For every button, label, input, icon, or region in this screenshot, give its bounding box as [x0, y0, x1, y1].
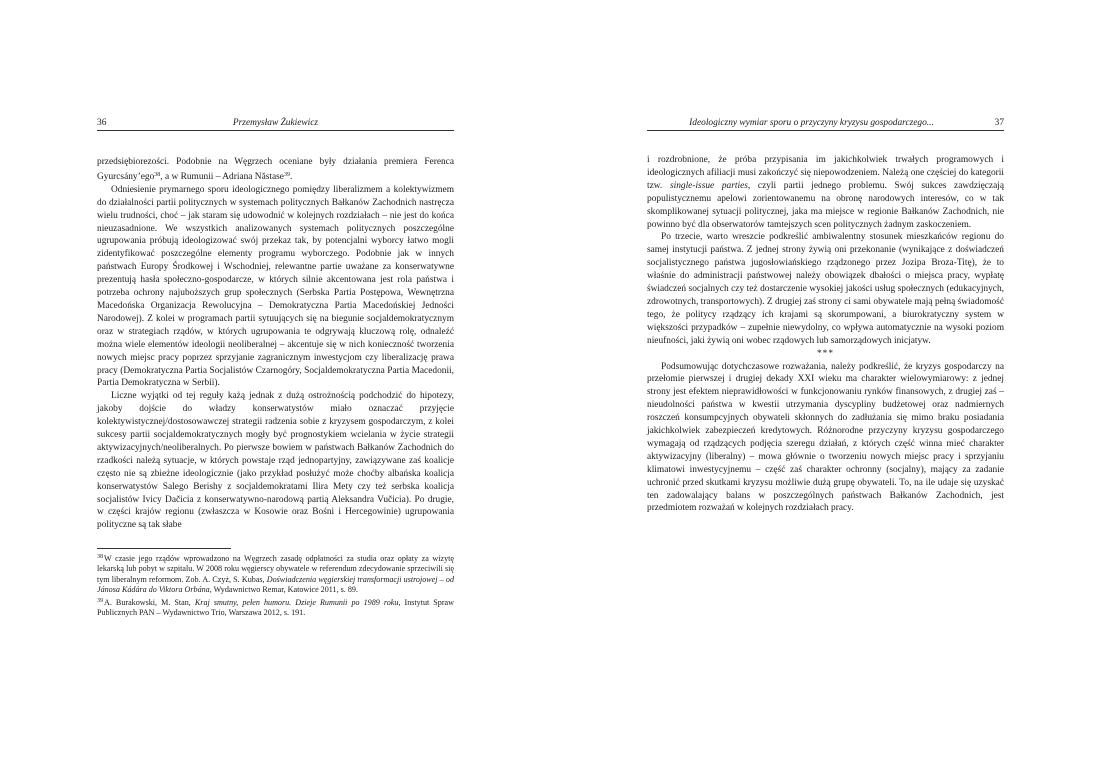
- paragraph: [97, 156, 454, 184]
- paragraph-text: .: [289, 171, 293, 182]
- footnote-text: W czasie jego rządów wprowadzono na Węgrzech zasadę odpłatności za studia oraz opłaty za wizytę lekarską lub pobyt w szpitalu. W 2008 roku węgierscy obywatele w referendum zdecydowanie sprzeciwili się tym liberalnym reformom. Zob. A. Czyż, S. Kubas,: [97, 554, 454, 584]
- footnote-number: 38: [97, 554, 103, 561]
- footnote: [97, 596, 454, 618]
- page-number: 37: [994, 118, 1004, 128]
- paragraph: [647, 154, 1004, 231]
- page-body: [647, 154, 1004, 515]
- footnote-number: 39: [97, 598, 103, 605]
- paragraph: Liczne wyjątki od tej reguły każą jednak z dużą ostrożnością podchodzić do hipotezy, jakoby dojście do władzy konserwatystów miało oznaczać przyjęcie kolektywistycznej/dostosowawczej strategii radzenia sobie z kryzysem gospodarczym, z kolei sukcesy partii socjaldemokratycznych mogły być prognostykiem wcielania w życie strategii aktywizacyjnych/neoliberalnych. Po pierwsze bowiem w państwach Bałkanów Zachodnich do rzadkości należą sytuacje, w których powstaje rząd jednopartyjny, zawiązywane zaś koalicje często nie są zbieżne ideologicznie (jako przykład posłużyć może choćby albańska koalicja konserwatystów Salego Berishy z socjaldemokratami Ilira Mety czy też serbska koalicja socjalistów Ivicy Dačicia z konserwatywno-narodową partią Aleksandra Vučicia). Po drugie, w części krajów regionu (zwłaszcza w Kosowie oraz Bośni i Hercegowinie) ugrupowania polityczne są tak słabe: [97, 391, 454, 531]
- paragraph: Odniesienie prymarnego sporu ideologicznego pomiędzy liberalizmem a kolektywizmem do działalności partii politycznych w systemach politycznych Bałkanów Zachodnich nastręcza wielu trudności, choć – jak staram się udowodnić w kolejnych rozdziałach – nie jest do końca nieuzasadnione. We wszystkich analizowanych systemach politycznych poszczególne ugrupowania próbują ideologizować swój przekaz tak, by potencjalni wyborcy łatwo mogli zidentyfikować poszczególne elementy programu wyborczego. Podobnie jak w innych państwach Europy Środkowej i Wschodniej, relewantne partie uważane za konserwatywne prezentują hasła społeczno-gospodarcze, w których silnie akcentowana jest rola państwa i potrzeba ochrony najuboższych grup społecznych (Serbska Partia Postępowa, Wewnętrzna Macedońska Organizacja Rewolucyjna – Demokratyczna Partia Macedońskiej Jedności Narodowej). Z kolei w programach partii sytuujących się na biegunie socjaldemokratycznym oraz w strategiach rządów, w których ugrupowania te odgrywają kluczową rolę, odnaleźć można wiele elementów ideologii neoliberalnej – akcentuje się w nich konieczność tworzenia nowych miejsc pracy poprzez sprzyjanie zagranicznym inwestycjom czy liberalizację prawa pracy (Demokratyczna Partia Socjalistów Czarnogóry, Socjaldemokratyczna Partia Macedonii, Partia Demokratyczna w Serbii).: [97, 184, 454, 389]
- paragraph-emphasis: single-issue parties: [669, 180, 748, 191]
- left-page: [97, 117, 454, 620]
- paragraph-text: , czyli partii jednego problemu. Swój sukces zawdzięczają populistycznemu apelowi zorientowanemu na obronę narodowych interesów, co w tak skomplikowanej sytuacji politycznej, jaka ma miejsce w regionie Bałkanów Zachodnich, nie powinno być dla obserwatorów tamtejszych scen politycznych żadnym zaskoczeniem.: [647, 180, 1004, 230]
- footnote: [97, 552, 454, 595]
- right-page: [647, 117, 1004, 515]
- footnotes: [97, 548, 454, 618]
- paragraph-text: , a w Rumunii – Adriana Năstase: [160, 171, 284, 182]
- footnote-ref: 38: [154, 171, 161, 178]
- paragraph-text: i rozdrobnione, że próba przypisania im jakichkolwiek trwałych programowych i ideologicznych afiliacji musi zakończyć się niepowodzeniem. Należą one częściej do kategorii tzw.: [647, 155, 1004, 191]
- section-separator: ***: [816, 348, 835, 359]
- running-head-left: [97, 117, 454, 131]
- running-head-right: [647, 117, 1004, 131]
- page-body: [97, 156, 454, 532]
- running-title: Ideologiczny wymiar sporu o przyczyny kryzysu gospodarczego...: [689, 118, 934, 128]
- paragraph: Podsumowując dotychczasowe rozważania, należy podkreślić, że kryzys gospodarczy na przełomie pierwszej i drugiej dekady XXI wieku ma charakter wielowymiarowy: z jednej strony jest efektem nieprawidłowości w funkcjonowaniu rynków finansowych, z drugiej zaś – nieudolności państwa w kwestii utrzymania dyscypliny budżetowej oraz nadmiernych roszczeń konsumpcyjnych obywateli skłonnych do zadłużania się mimo braku posiadania jakichkolwiek zabezpieczeń kredytowych. Różnorodne przyczyny kryzysu gospodarczego wymagają od rządzących podjęcia szeregu działań, z których część winna mieć charakter aktywizacyjny (liberalny) – mowa głównie o tworzeniu nowych miejsc pracy i sprzyjaniu klimatowi inwestycyjnemu – część zaś charakter ochronny (socjalny), mający za zadanie uchronić przed skutkami kryzysu możliwie dużą grupę obywateli. To, na ile udaje się uzyskać ten zadowalający balans w poszczególnych państwach Bałkanów Zachodnich, jest przedmiotem rozważań w kolejnych rozdziałach pracy.: [647, 361, 1004, 514]
- paragraph: Po trzecie, warto wreszcie podkreślić ambiwalentny stosunek mieszkańców regionu do samej instytucji państwa. Z jednej strony żywią oni przekonanie (wynikające z doświadczeń socjalistycznego państwa jugosłowiańskiego rządzonego przez Jozipa Broza-Titę), że to właśnie do administracji państwowej należy obowiązek dbałości o miejsca pracy, wypłatę świadczeń socjalnych czy też dostarczenie wysokiej jakości usług społecznych (edukacyjnych, zdrowotnych, transportowych). Z drugiej zaś strony ci sami obywatele mają pełną świadomość tego, że politycy rządzący ich krajami są skorumpowani, a biurokratyczny system w większości przypadków – zupełnie niewydolny, co wpływa automatycznie na wysoki poziom nieufności, jaki żywią oni wobec rządowych lub samorządowych inicjatyw.: [647, 232, 1004, 346]
- footnote-text: , Wydawnictwo Remar, Katowice 2011, s. 89.: [209, 584, 358, 594]
- footnote-title: Kraj smutny, pełen humoru. Dzieje Rumunii po 1989 roku: [194, 598, 399, 608]
- footnote-title: Doświadczenia węgierskiej transformacji ustrojowej – od Jánosa Kádára do Viktora Orbána: [97, 574, 454, 594]
- footnote-text: , Instytut Spraw Publicznych PAN – Wydawnictwo Trio, Warszawa 2012, s. 191.: [97, 598, 454, 618]
- footnote-ref: 39: [283, 171, 290, 178]
- running-title: Przemysław Żukiewicz: [232, 118, 319, 128]
- page-number: 36: [97, 118, 107, 128]
- paragraph-text: przedsiębiorezości. Podobnie na Węgrzech oceniane były działania premiera Ferenca Gyurcsány’ego: [97, 157, 454, 182]
- footnote-rule: [97, 548, 231, 549]
- footnote-text: A. Burakowski, M. Stan,: [104, 598, 195, 608]
